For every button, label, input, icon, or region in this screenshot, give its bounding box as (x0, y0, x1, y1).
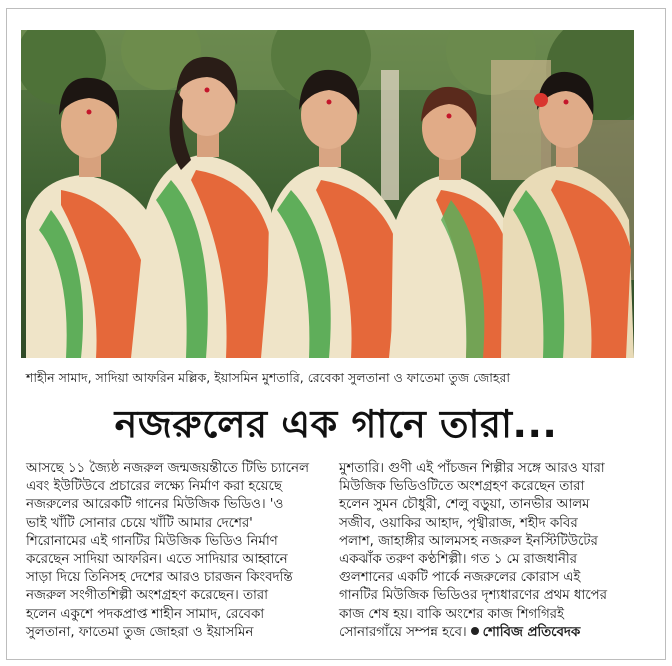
article-line: একঝাঁক তরুণ কণ্ঠশিল্পী। গত ১ মে রাজধানীর (339, 552, 577, 568)
article-line: করেছেন সাদিয়া আফরিন। এতে সাদিয়ার আহ্বানে (26, 552, 288, 568)
article-line: মিউজিক ভিডিওটিতে অংশগ্রহণ করেছেন তারা (339, 479, 585, 495)
article-line: নজরুলের আরেকটি গানের মিউজিক ভিডিও। 'ও (26, 497, 284, 513)
article-line: হলেন একুশে পদকপ্রাপ্ত শাহীন সামাদ, রেবেকা (26, 606, 265, 622)
article-line: সাড়া দিয়ে তিনিসহ দেশের আরও চারজন কিংবদন্তি (26, 570, 293, 586)
article-line: আসছে ১১ জ্যৈষ্ঠ নজরুল জন্মজয়ন্তীতে টিভি চ্যানেল (26, 461, 309, 476)
article-line: সোনারগাঁয়ে সম্পন্ন হবে। (339, 624, 467, 640)
photo-caption: শাহীন সামাদ, সাদিয়া আফরিন মল্লিক, ইয়াসমিন মুশতারি, রেবেকা সুলতানা ও ফাতেমা তুজ জোহরা (26, 370, 510, 385)
article-line: সুলতানা, ফাতেমা তুজ জোহরা ও ইয়াসমিন (26, 624, 254, 640)
article-line: সজীব, ওয়াকির আহাদ, পৃথ্বীরাজ, শহীদ কবির (339, 515, 578, 531)
article-line: শিরোনামের এই গানটির মিউজিক ভিডিও নির্মাণ (26, 533, 278, 549)
article-line: গানটির মিউজিক ভিডিওর দৃশ্যধারণের প্রথম ধাপের (339, 588, 607, 604)
byline: শোবিজ প্রতিবেদক (482, 624, 581, 640)
article-column-left (26, 460, 326, 642)
headline: নজরুলের এক গানে তারা... (114, 402, 558, 446)
article-line: কাজ শেষ হয়। বাকি অংশের কাজ শিগগিরই (339, 606, 564, 622)
article-line: গুলশানের একটি পার্কে নজরুলের কোরাস এই (339, 570, 581, 586)
article-line: নজরুল সংগীতশিল্পী অংশগ্রহণ করেছেন। তারা (26, 588, 268, 604)
article-column-right (339, 460, 639, 642)
article-line: ভাই খাঁটি সোনার চেয়ে খাঁটি আমার দেশের' (26, 515, 253, 531)
group-photo (21, 30, 634, 358)
article-line: এবং ইউটিউবে প্রচারের লক্ষ্যে নির্মাণ করা হয়েছে (26, 479, 282, 495)
article-line: হলেন সুমন চৌধুরী, শেলু বড়ুয়া, তানভীর আলম (339, 497, 590, 513)
bullet-icon (471, 627, 479, 635)
article-line: মুশতারি। গুণী এই পাঁচজন শিল্পীর সঙ্গে আরও যারা (339, 461, 605, 476)
article-last-line (339, 624, 639, 642)
article-line: পলাশ, জাহাঙ্গীর আলমসহ নজরুল ইনস্টিটিউটের (339, 533, 598, 549)
